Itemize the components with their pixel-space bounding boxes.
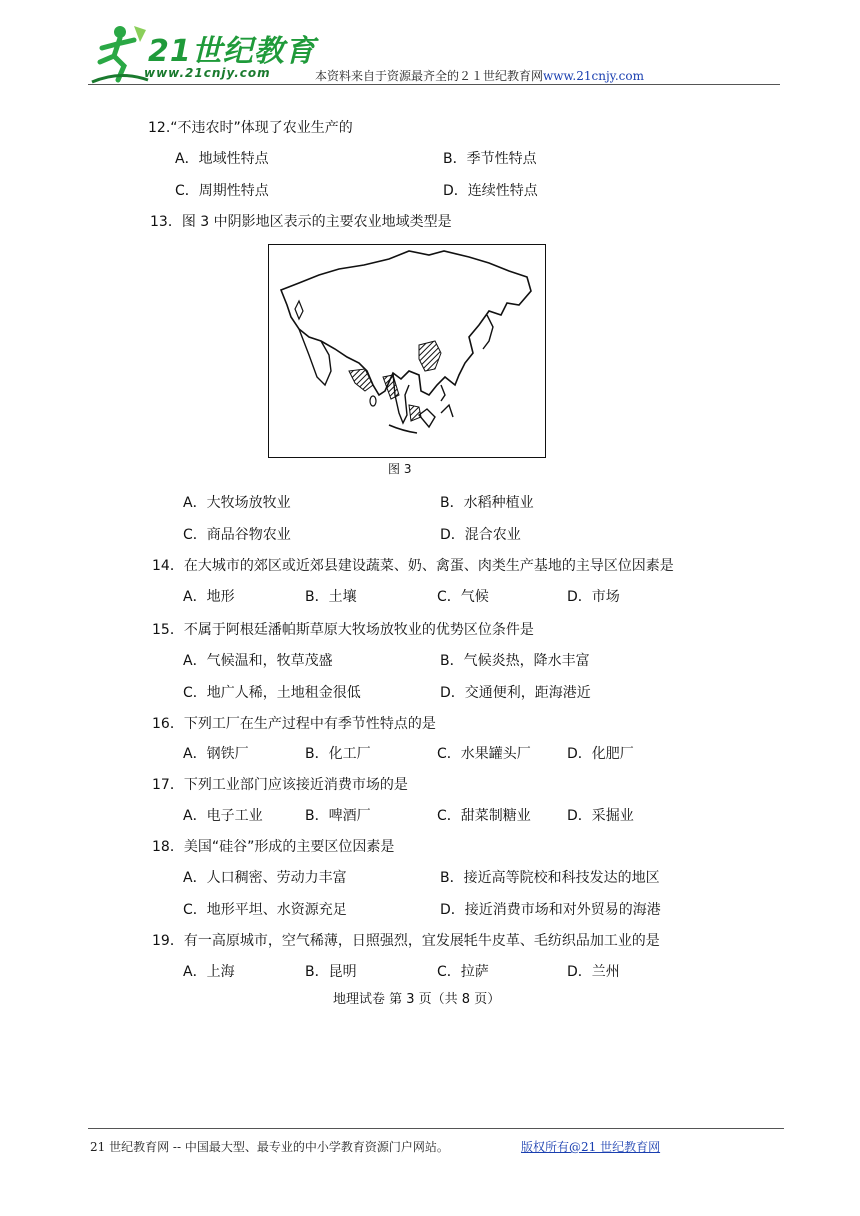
q19-option-d: D．兰州 [567, 964, 620, 980]
q14-option-b: B．土壤 [305, 589, 357, 605]
q17-option-b: B．啤酒厂 [305, 808, 371, 824]
q15-option-a: A．气候温和，牧草茂盛 [183, 653, 333, 669]
header-source-note: 本资料来自于资源最齐全的２１世纪教育网www.21cnjy.com [315, 69, 644, 83]
q12-option-c: C．周期性特点 [175, 183, 269, 199]
q12-option-d: D．连续性特点 [443, 183, 538, 199]
footer-site-description: 21 世纪教育网 -- 中国最大型、最专业的中小学教育资源门户网站。 [90, 1140, 449, 1154]
header-site-link[interactable]: www.21cnjy.com [543, 69, 644, 83]
asia-outline-map [269, 245, 544, 456]
q18-option-d: D．接近消费市场和对外贸易的海港 [440, 902, 661, 918]
question-17-stem: 17．下列工业部门应该接近消费市场的是 [152, 777, 408, 793]
q14-option-d: D．市场 [567, 589, 620, 605]
q19-option-c: C．拉萨 [437, 964, 489, 980]
q12-option-b: B．季节性特点 [443, 151, 537, 167]
q14-option-c: C．气候 [437, 589, 489, 605]
page-number-footer: 地理试卷 第 3 页（共 8 页） [333, 992, 501, 1007]
question-13-stem: 13．图 3 中阴影地区表示的主要农业地域类型是 [150, 214, 452, 230]
figure-caption: 图 3 [388, 462, 412, 476]
q14-option-a: A．地形 [183, 589, 235, 605]
q16-option-b: B．化工厂 [305, 746, 371, 762]
q16-option-d: D．化肥厂 [567, 746, 634, 762]
asia-map-figure [268, 244, 546, 458]
q13-option-b: B．水稻种植业 [440, 495, 534, 511]
question-19-stem: 19．有一高原城市，空气稀薄，日照强烈，宜发展牦牛皮革、毛纺织品加工业的是 [152, 933, 660, 949]
q15-option-d: D．交通便利，距海港近 [440, 685, 591, 701]
header-divider [88, 84, 780, 85]
copyright-link[interactable]: 版权所有@21 世纪教育网 [521, 1140, 661, 1154]
q18-option-a: A．人口稠密、劳动力丰富 [183, 870, 347, 886]
q17-option-d: D．采掘业 [567, 808, 634, 824]
q19-option-b: B．昆明 [305, 964, 357, 980]
question-12-stem: 12.“不违农时”体现了农业生产的 [148, 120, 353, 136]
q13-option-c: C．商品谷物农业 [183, 527, 291, 543]
q18-option-c: C．地形平坦、水资源充足 [183, 902, 347, 918]
q17-option-c: C．甜菜制糖业 [437, 808, 531, 824]
q13-option-a: A．大牧场放牧业 [183, 495, 291, 511]
q13-option-d: D．混合农业 [440, 527, 521, 543]
q17-option-a: A．电子工业 [183, 808, 263, 824]
q12-option-a: A．地域性特点 [175, 151, 269, 167]
q15-option-c: C．地广人稀，土地租金很低 [183, 685, 361, 701]
footer-divider [88, 1128, 784, 1129]
question-16-stem: 16．下列工厂在生产过程中有季节性特点的是 [152, 716, 436, 732]
question-14-stem: 14．在大城市的郊区或近郊县建设蔬菜、奶、禽蛋、肉类生产基地的主导区位因素是 [152, 558, 674, 574]
site-logo: 21世纪教育 www.21cnjy.com [90, 22, 300, 84]
q16-option-a: A．钢铁厂 [183, 746, 249, 762]
q15-option-b: B．气候炎热，降水丰富 [440, 653, 590, 669]
q18-option-b: B．接近高等院校和科技发达的地区 [440, 870, 660, 886]
q19-option-a: A．上海 [183, 964, 235, 980]
runner-logo-icon [90, 22, 150, 84]
question-18-stem: 18．美国“硅谷”形成的主要区位因素是 [152, 839, 395, 855]
q16-option-c: C．水果罐头厂 [437, 746, 531, 762]
question-15-stem: 15．不属于阿根廷潘帕斯草原大牧场放牧业的优势区位条件是 [152, 622, 534, 638]
